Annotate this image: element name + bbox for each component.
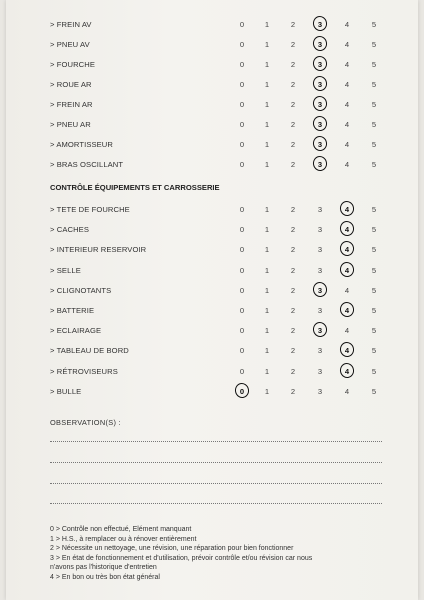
rating-legend [50, 525, 400, 583]
legend-line: 3 > En état de fonctionnement et d'utilisation, prévoir contrôle et/ou révision car nous [50, 554, 313, 562]
score-option: 0 [239, 306, 245, 315]
row-label: > INTERIEUR RESERVOIR [50, 245, 147, 255]
score-option: 1 [264, 205, 270, 214]
score-option: 0 [239, 120, 245, 129]
score-option: 5 [371, 245, 377, 255]
score-option: 4 [344, 80, 350, 89]
checklist-row [6, 199, 418, 219]
observation-line [50, 503, 382, 504]
score-option: 1 [264, 225, 270, 235]
score-option: 3 [317, 205, 323, 214]
circled-score: 4 [340, 346, 354, 355]
score-option: 1 [264, 40, 270, 49]
score-option: 2 [290, 100, 296, 109]
score-option: 1 [264, 366, 270, 376]
score-option: 5 [371, 366, 377, 376]
score-option: 2 [290, 80, 296, 89]
score-option: 5 [371, 346, 377, 356]
checklist-row [6, 381, 418, 401]
circled-score: 3 [313, 60, 327, 69]
score-option: 0 [239, 225, 245, 235]
circled-score: 3 [313, 140, 327, 149]
score-option: 4 [344, 20, 350, 29]
observations-title: OBSERVATION(S) : [50, 418, 121, 427]
score-option: 2 [290, 306, 296, 315]
score-option: 3 [317, 386, 323, 396]
score-option: 5 [371, 40, 377, 49]
checklist-row [6, 320, 418, 340]
row-label: > SELLE [50, 265, 81, 275]
checklist-row [6, 361, 418, 381]
score-option: 2 [290, 386, 296, 396]
observation-line [50, 441, 382, 442]
score-option: 0 [239, 160, 245, 169]
row-label: > BATTERIE [50, 306, 95, 315]
circled-score: 3 [313, 40, 327, 49]
checklist-row [6, 239, 418, 259]
circled-score: 3 [313, 326, 327, 335]
score-option: 1 [264, 140, 270, 149]
row-label: > ROUE AR [50, 80, 92, 89]
score-option: 4 [344, 100, 350, 109]
score-option: 2 [290, 160, 296, 169]
score-option: 0 [239, 20, 245, 29]
circled-score: 3 [313, 80, 327, 89]
score-option: 5 [371, 225, 377, 235]
score-option: 1 [264, 386, 270, 396]
checklist-row [6, 154, 418, 174]
score-option: 0 [239, 285, 245, 295]
checklist-row [6, 340, 418, 360]
score-option: 5 [371, 386, 377, 396]
circled-score: 4 [340, 245, 354, 254]
checklist-row [6, 34, 418, 54]
score-option: 2 [290, 225, 296, 235]
legend-line: 4 > En bon ou très bon état général [50, 573, 160, 581]
score-option: 2 [290, 205, 296, 214]
checklist-row [6, 219, 418, 239]
score-option: 5 [371, 265, 377, 275]
score-option: 3 [317, 265, 323, 275]
score-option: 1 [264, 326, 270, 336]
row-label: > TETE DE FOURCHE [50, 205, 130, 214]
score-option: 3 [317, 346, 323, 356]
circled-score: 4 [340, 367, 354, 376]
score-option: 5 [371, 205, 377, 214]
circled-score: 4 [340, 225, 354, 234]
score-option: 5 [371, 100, 377, 109]
score-option: 4 [344, 60, 350, 69]
score-option: 2 [290, 285, 296, 295]
score-option: 5 [371, 80, 377, 89]
score-option: 5 [371, 160, 377, 169]
score-option: 5 [371, 326, 377, 336]
score-option: 1 [264, 60, 270, 69]
score-option: 5 [371, 120, 377, 129]
score-option: 0 [239, 346, 245, 356]
row-label: > FREIN AV [50, 20, 92, 29]
score-option: 1 [264, 245, 270, 255]
section-title: CONTRÔLE ÉQUIPEMENTS ET CARROSSERIE [50, 183, 220, 192]
row-label: > BRAS OSCILLANT [50, 160, 124, 169]
score-option: 4 [344, 160, 350, 169]
score-option: 3 [317, 225, 323, 235]
circled-score: 3 [313, 120, 327, 129]
score-option: 1 [264, 120, 270, 129]
score-option: 3 [317, 245, 323, 255]
score-option: 4 [344, 40, 350, 49]
score-option: 1 [264, 265, 270, 275]
circled-score: 4 [340, 205, 354, 214]
score-option: 1 [264, 306, 270, 315]
score-option: 2 [290, 60, 296, 69]
score-option: 0 [239, 265, 245, 275]
row-label: > RÉTROVISEURS [50, 366, 118, 376]
circled-score: 3 [313, 100, 327, 109]
checklist-row [6, 74, 418, 94]
score-option: 2 [290, 265, 296, 275]
circled-score: 4 [340, 266, 354, 275]
score-option: 2 [290, 366, 296, 376]
score-option: 0 [239, 140, 245, 149]
circled-score: 3 [313, 160, 327, 169]
score-option: 0 [239, 326, 245, 336]
score-option: 4 [344, 120, 350, 129]
score-option: 2 [290, 20, 296, 29]
checklist-row [6, 260, 418, 280]
inspection-sheet [6, 0, 418, 600]
legend-line: 1 > H.S., à remplacer ou à rénover entièrement [50, 535, 197, 543]
score-option: 3 [317, 306, 323, 315]
score-option: 1 [264, 346, 270, 356]
legend-line: 0 > Contrôle non effectué, Elément manquant [50, 526, 192, 533]
score-option: 2 [290, 326, 296, 336]
row-label: > PNEU AV [50, 40, 90, 49]
score-option: 0 [239, 40, 245, 49]
score-option: 5 [371, 20, 377, 29]
row-label: > FREIN AR [50, 100, 93, 109]
row-label: > CACHES [50, 225, 89, 235]
checklist-row [6, 94, 418, 114]
row-label: > PNEU AR [50, 120, 91, 129]
observation-line [50, 483, 382, 484]
score-option: 1 [264, 100, 270, 109]
score-option: 4 [344, 326, 350, 336]
circled-score: 3 [313, 286, 327, 295]
score-option: 2 [290, 346, 296, 356]
score-option: 2 [290, 40, 296, 49]
row-label: > TABLEAU DE BORD [50, 346, 129, 356]
score-option: 0 [239, 245, 245, 255]
circled-score: 4 [340, 306, 354, 315]
checklist-row [6, 280, 418, 300]
score-option: 0 [239, 100, 245, 109]
score-option: 1 [264, 285, 270, 295]
checklist-row [6, 114, 418, 134]
checklist-row [6, 134, 418, 154]
row-label: > AMORTISSEUR [50, 140, 113, 149]
score-option: 0 [239, 60, 245, 69]
score-option: 5 [371, 140, 377, 149]
checklist-row [6, 300, 418, 320]
score-option: 2 [290, 120, 296, 129]
score-option: 4 [344, 386, 350, 396]
score-option: 5 [371, 306, 377, 315]
checklist-row [6, 14, 418, 34]
observation-line [50, 462, 382, 463]
score-option: 1 [264, 20, 270, 29]
score-option: 1 [264, 160, 270, 169]
row-label: > CLIGNOTANTS [50, 285, 112, 295]
legend-line: n'avons pas l'historique d'entretien [50, 564, 157, 572]
row-label: > BULLE [50, 386, 82, 396]
score-option: 5 [371, 60, 377, 69]
score-option: 0 [239, 366, 245, 376]
score-option: 1 [264, 80, 270, 89]
score-option: 4 [344, 285, 350, 295]
circled-score: 3 [313, 20, 327, 29]
circled-score: 0 [235, 387, 249, 396]
score-option: 0 [239, 80, 245, 89]
score-option: 0 [239, 205, 245, 214]
row-label: > ECLAIRAGE [50, 326, 102, 336]
score-option: 3 [317, 366, 323, 376]
row-label: > FOURCHE [50, 60, 95, 69]
legend-line: 2 > Nécessite un nettoyage, une révision, une réparation pour bien fonctionner [50, 545, 294, 553]
score-option: 2 [290, 245, 296, 255]
score-option: 5 [371, 285, 377, 295]
checklist-row [6, 54, 418, 74]
score-option: 2 [290, 140, 296, 149]
score-option: 4 [344, 140, 350, 149]
